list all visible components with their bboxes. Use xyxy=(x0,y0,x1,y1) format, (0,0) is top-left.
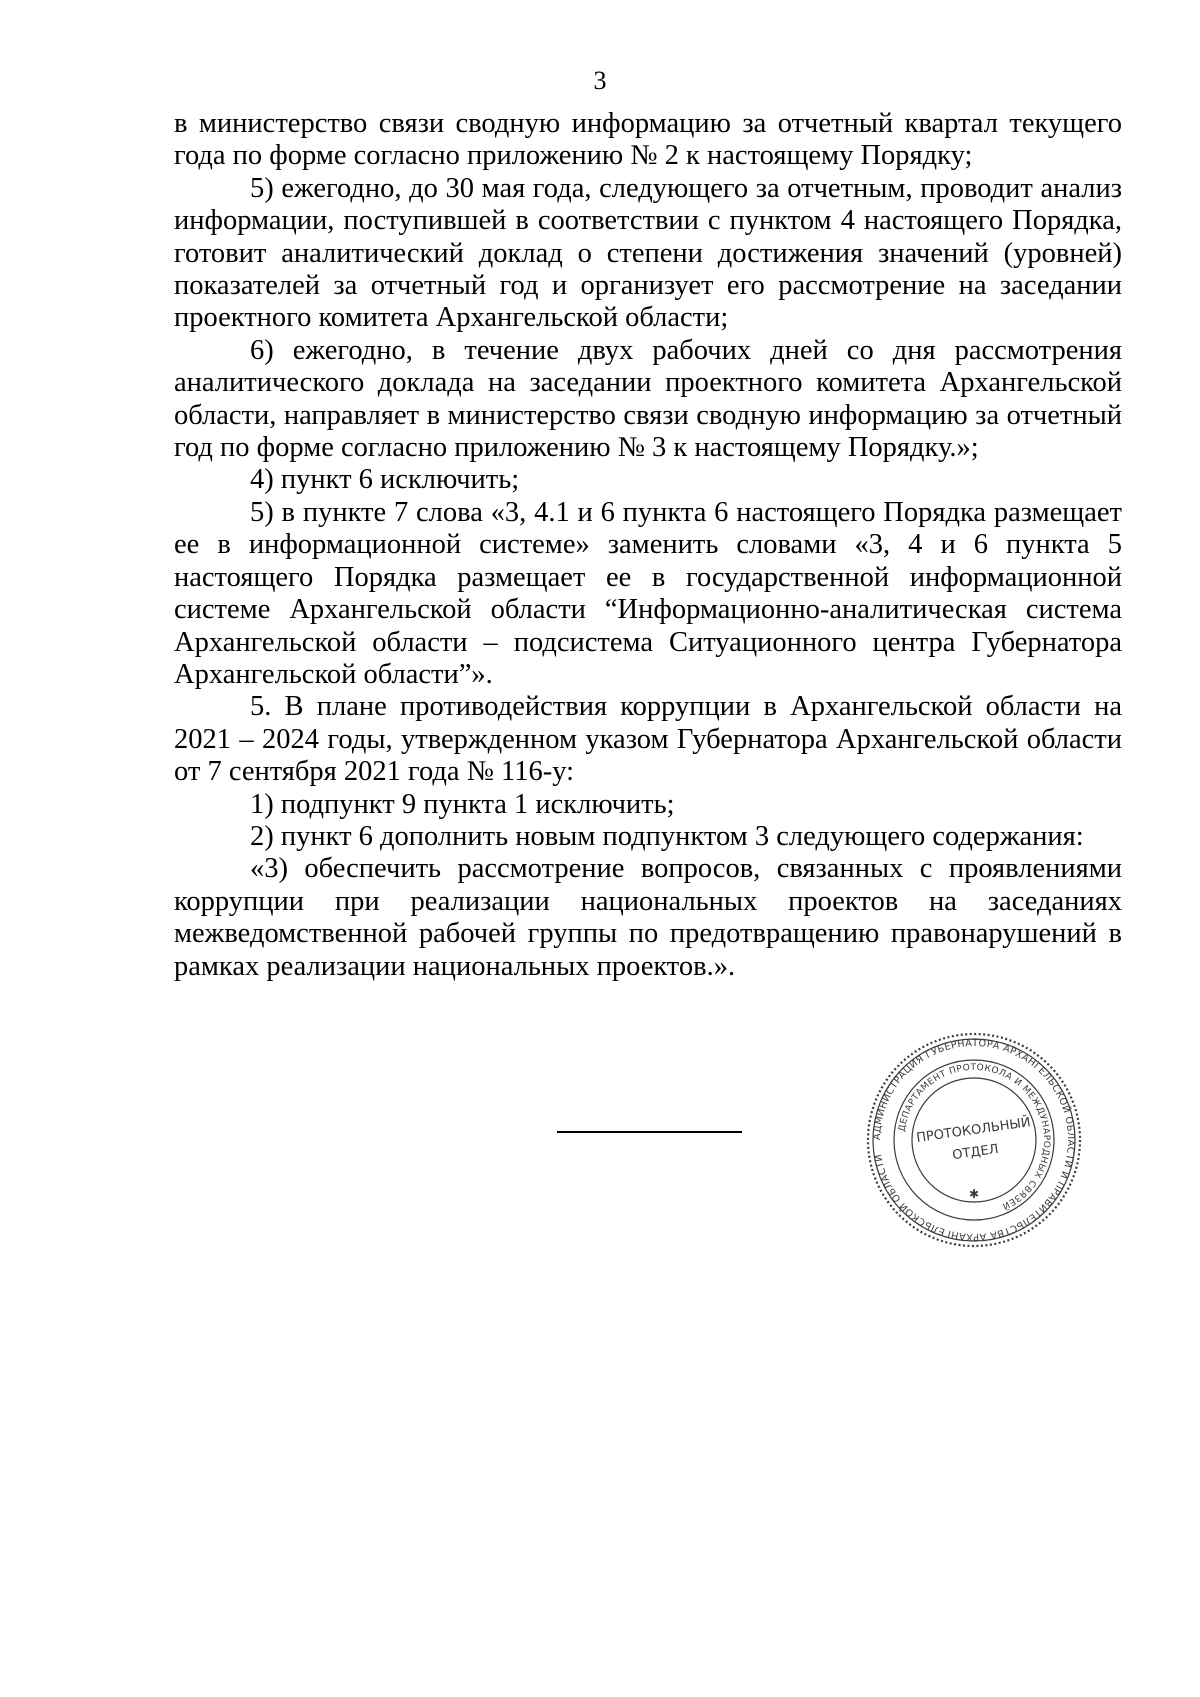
paragraph-new-subitem-3: «3) обеспечить рассмотрение вопросов, связанных с проявлениями коррупции при реализации национальных проектов на заседаниях межведомственной рабочей группы по предотвращению правонарушений в рамках реализации национальных проектов.». xyxy=(174,853,1122,982)
paragraph-item-6-annual-report: 6) ежегодно, в течение двух рабочих дней со дня рассмотрения аналитического доклада на заседании проектного комитета Архангельской области, направляет в министерство связи сводную информацию за отчетный год по форме согласно приложению № 3 к настоящему Порядку.»; xyxy=(174,334,1122,464)
seal-title-line-1: ПРОТОКОЛЬНЫЙ xyxy=(915,1115,1032,1146)
seal-outer-ring-text: АДМИНИСТРАЦИЯ ГУБЕРНАТОРА АРХАНГЕЛЬСКОЙ ОБЛАСТИ И ПРАВИТЕЛЬСТВА АРХАНГЕЛЬСКОЙ ОБЛАСТИ xyxy=(871,1037,1077,1243)
paragraph-continuation: в министерство связи сводную информацию за отчетный квартал текущего года по форме согласно приложению № 2 к настоящему Порядку; xyxy=(174,108,1122,172)
paragraph-section-5-plan: 5. В плане противодействия коррупции в Архангельской области на 2021 – 2024 годы, утвержденном указом Губернатора Архангельской области от 7 сентября 2021 года № 116-у: xyxy=(174,691,1122,788)
document-body xyxy=(174,108,1122,983)
paragraph-subitem-2-supplement: 2) пункт 6 дополнить новым подпунктом 3 следующего содержания: xyxy=(250,820,1084,852)
paragraph-item-5-replace-words: 5) в пункте 7 слова «3, 4.1 и 6 пункта 6 настоящего Порядка размещает ее в информационной системе» заменить словами «3, 4 и 6 пункта 5 настоящего Порядка размещает ее в государственной информационной системе Архангельской области “Информационно-аналитическая система Архангельской области – подсистема Ситуационного центра Губернатора Архангельской области”». xyxy=(174,496,1122,690)
seal-inner-ring-text: ДЕПАРТАМЕНТ ПРОТОКОЛА И МЕЖДУНАРОДНЫХ СВЯЗЕЙ xyxy=(897,1062,1052,1211)
paragraph-subitem-1-exclude: 1) подпункт 9 пункта 1 исключить; xyxy=(250,788,675,820)
seal-star-icon: ✱ xyxy=(968,1187,980,1201)
paragraph-item-5-analysis: 5) ежегодно, до 30 мая года, следующего за отчетным, проводит анализ информации, поступившей в соответствии с пунктом 4 настоящего Порядка, готовит аналитический доклад о степени достижения значений (уровней) показателей за отчетный год и организует его рассмотрение на заседании проектного комитета Архангельской области; xyxy=(174,172,1122,334)
closing-divider xyxy=(557,1131,742,1133)
protocol-department-seal xyxy=(864,1030,1084,1250)
seal-title-line-2: ОТДЕЛ xyxy=(951,1141,1000,1164)
paragraph-item-4-exclude: 4) пункт 6 исключить; xyxy=(250,464,520,496)
page-number: 3 xyxy=(593,66,607,95)
